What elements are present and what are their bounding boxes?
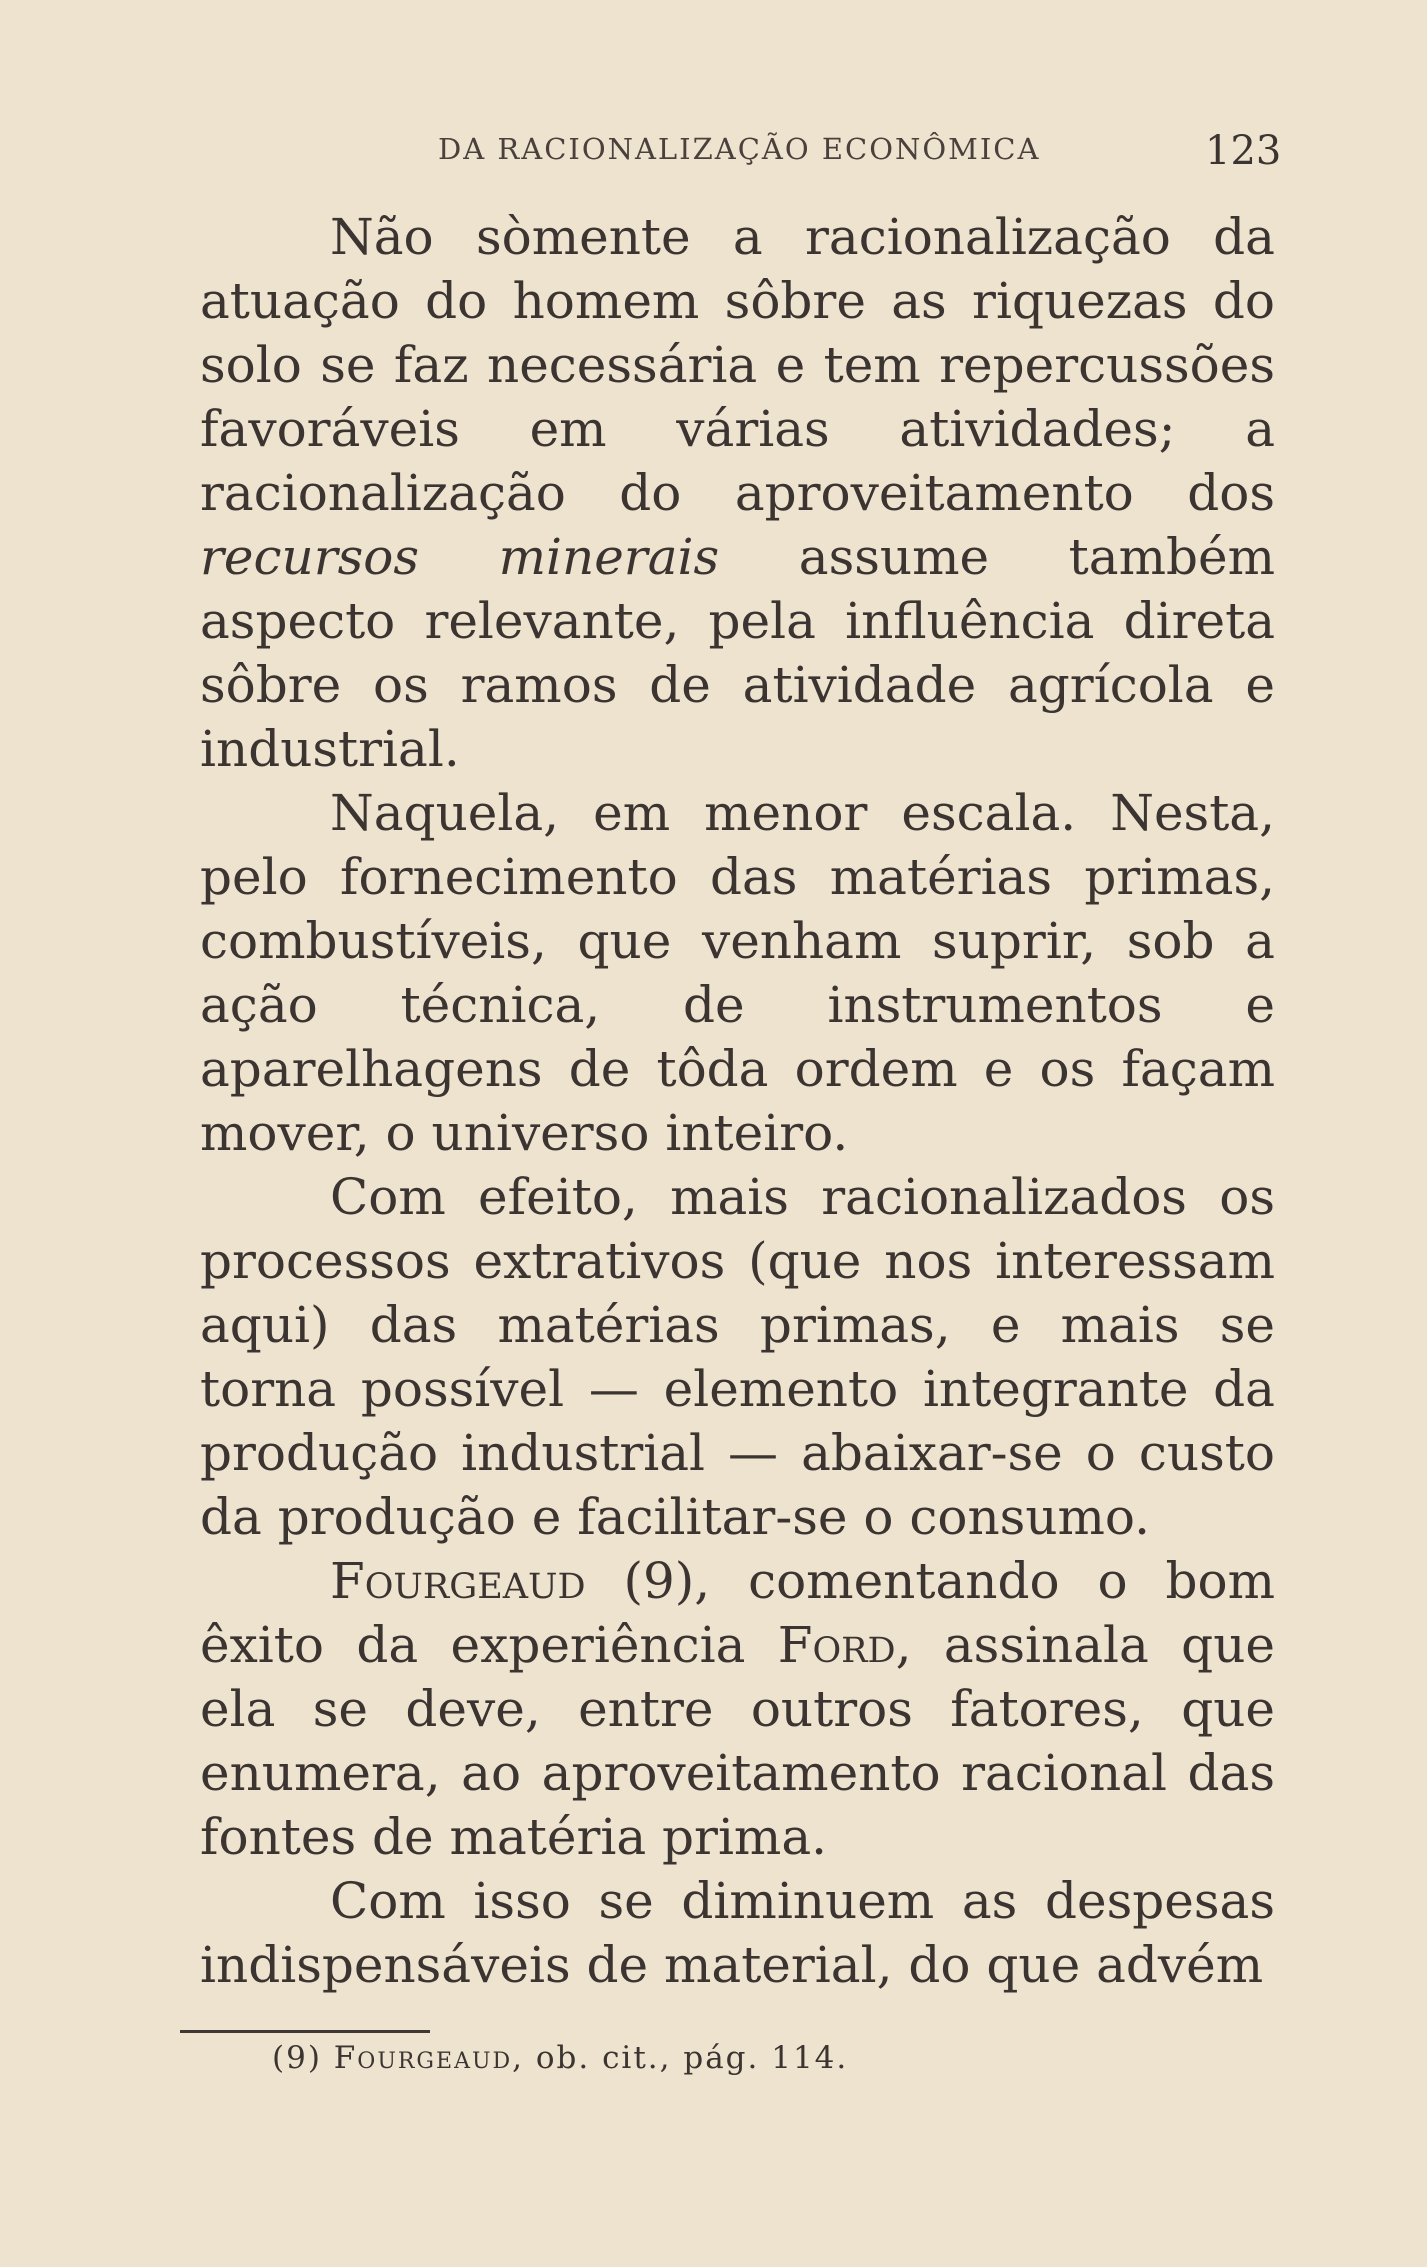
footnote	[272, 2040, 848, 2076]
footnote-author: Fourgeaud	[333, 2040, 513, 2076]
paragraph-1-text-after: assume também aspecto relevante, pela influência direta sôbre os ramos de atividade agrícola e industrial.	[200, 528, 1275, 778]
author-name: Fourgeaud	[330, 1552, 586, 1610]
paragraph-4	[200, 1549, 1275, 1869]
page-header	[0, 128, 1427, 188]
footnote-marker: (9)	[272, 2040, 322, 2076]
paragraph-3: Com efeito, mais racionalizados os processos extrativos (que nos interessam aqui) das matérias primas, e mais se torna possível — elemento integrante da produção industrial — abaixar-se o custo da produção e facilitar-se o consumo.	[200, 1168, 1275, 1546]
footnote-text: , ob. cit., pág. 114.	[512, 2040, 849, 2076]
paragraph-1-text-before: Não sòmente a racionalização da atuação do homem sôbre as riquezas do solo se faz necessária e tem repercussões favoráveis em várias atividades; a racionalização do aproveitamento dos	[200, 208, 1275, 522]
paragraph-1	[200, 205, 1275, 781]
paragraph-5: Com isso se diminuem as despesas indispensáveis de material, do que advém	[200, 1872, 1275, 1994]
paragraph-4-text: , assinala que ela se deve, entre outros fatores, que enumera, ao aproveitamento racional das fontes de matéria prima.	[200, 1616, 1275, 1866]
paragraph-4-reference: (9), comentando o bom êxito da experiência	[200, 1552, 1275, 1674]
page-number: 123	[1205, 128, 1282, 174]
footnote-divider	[180, 2030, 430, 2033]
company-name: Ford	[777, 1616, 896, 1674]
paragraph-1-italic-term: recursos minerais	[200, 528, 720, 586]
paragraph-2: Naquela, em menor escala. Nesta, pelo fornecimento das matérias primas, combustíveis, que venham suprir, sob a ação técnica, de instrumentos e aparelhagens de tôda ordem e os façam mover, o universo inteiro.	[200, 784, 1275, 1162]
running-title: DA RACIONALIZAÇÃO ECONÔMICA	[438, 132, 1041, 166]
body-text	[200, 205, 1275, 1997]
